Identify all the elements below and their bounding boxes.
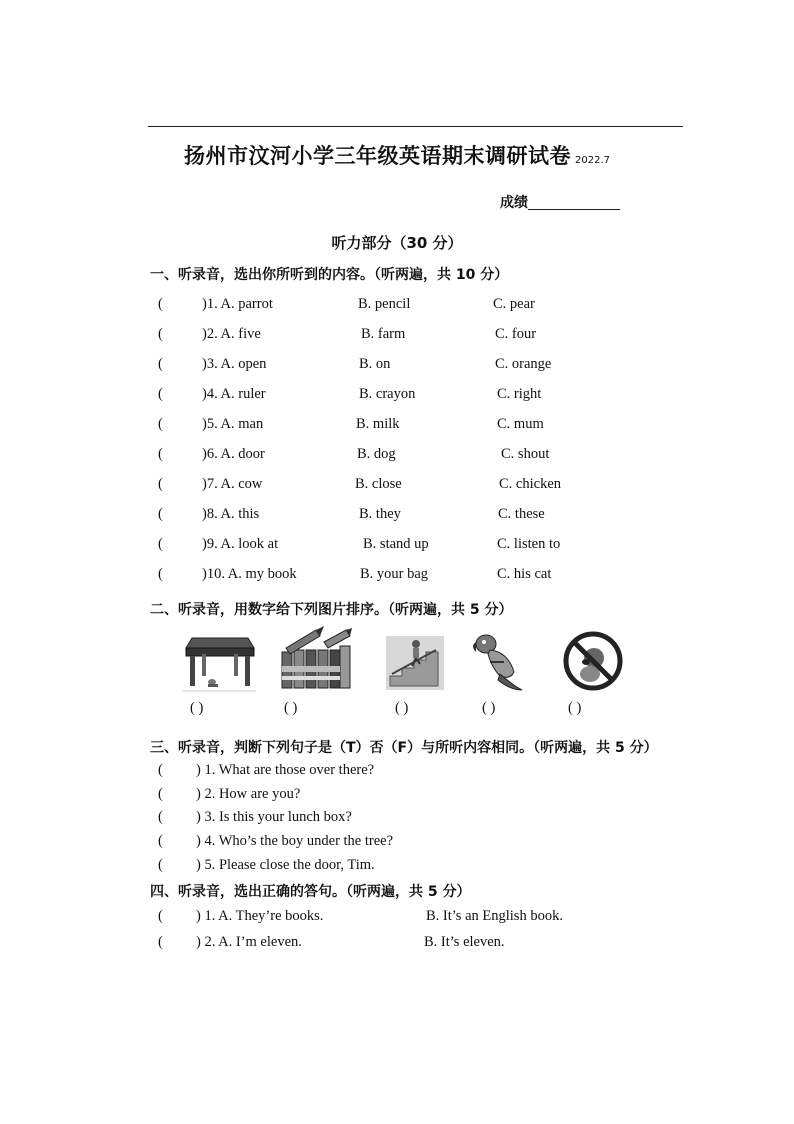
s1-item — [0, 416, 794, 436]
score-field — [500, 192, 620, 212]
answer-paren[interactable]: ( — [158, 809, 163, 825]
answer-paren[interactable]: ( — [158, 446, 163, 462]
parrot-icon — [470, 632, 526, 692]
answer-paren[interactable]: ( — [158, 506, 163, 522]
answer-paren[interactable]: ( — [158, 356, 163, 372]
section1-heading: 一、听录音，选出你所听到的内容。（听两遍，共 10 分） — [150, 267, 509, 283]
s1-item — [0, 476, 794, 496]
s1-item — [0, 536, 794, 556]
answer-paren[interactable]: ( — [158, 536, 163, 552]
option-b: B. crayon — [359, 386, 416, 402]
exam-title — [0, 140, 794, 170]
option-c: C. orange — [495, 356, 552, 372]
option-b: B. pencil — [358, 296, 411, 312]
sentence: ) 4. Who’s the boy under the tree? — [196, 833, 394, 849]
sentence: ) 5. Please close the door, Tim. — [196, 857, 375, 873]
s3-item — [0, 762, 794, 782]
option-b: B. farm — [361, 326, 406, 342]
score-blank[interactable] — [528, 195, 620, 210]
answer-paren[interactable]: ( — [158, 934, 163, 950]
picture-answer-blank[interactable]: ( ) — [190, 700, 204, 716]
option-a: )5. A. man — [202, 416, 264, 432]
option-a: ) 2. A. I’m eleven. — [196, 934, 302, 950]
s3-item — [0, 857, 794, 877]
sentence: ) 2. How are you? — [196, 786, 301, 802]
option-b: B. stand up — [363, 536, 429, 552]
s4-item — [0, 934, 794, 954]
s3-item — [0, 809, 794, 829]
option-a: )7. A. cow — [202, 476, 263, 492]
crayons-icon — [280, 626, 352, 692]
header-rule — [148, 126, 683, 127]
answer-paren[interactable]: ( — [158, 326, 163, 342]
option-a: )2. A. five — [202, 326, 261, 342]
option-b: B. on — [359, 356, 391, 372]
picture-answer-blank[interactable]: ( ) — [284, 700, 298, 716]
option-b: B. they — [359, 506, 401, 522]
answer-paren[interactable]: ( — [158, 566, 163, 582]
table-icon — [182, 630, 256, 692]
picture-answer-blank[interactable]: ( ) — [395, 700, 409, 716]
s3-item — [0, 833, 794, 853]
section4-heading: 四、听录音，选出正确的答句。（听两遍，共 5 分） — [150, 884, 471, 900]
title-text: 扬州市汶河小学三年级英语期末调研试卷 — [184, 144, 571, 168]
option-a: )9. A. look at — [202, 536, 279, 552]
option-c: C. pear — [493, 296, 535, 312]
sentence: ) 3. Is this your lunch box? — [196, 809, 352, 825]
title-date: 2022.7 — [575, 155, 610, 166]
option-c: C. shout — [501, 446, 550, 462]
s1-item — [0, 326, 794, 346]
s1-item — [0, 296, 794, 316]
score-label: 成绩 — [500, 195, 528, 211]
stairs-icon — [386, 636, 444, 690]
option-b: B. close — [355, 476, 402, 492]
option-a: )4. A. ruler — [202, 386, 266, 402]
option-c: C. mum — [497, 416, 544, 432]
answer-paren[interactable]: ( — [158, 762, 163, 778]
s1-item — [0, 446, 794, 466]
s1-item — [0, 506, 794, 526]
option-a: )1. A. parrot — [202, 296, 273, 312]
option-c: C. his cat — [497, 566, 552, 582]
answer-paren[interactable]: ( — [158, 908, 163, 924]
answer-paren[interactable]: ( — [158, 833, 163, 849]
s4-item — [0, 908, 794, 928]
sentence: ) 1. What are those over there? — [196, 762, 375, 778]
option-b: B. milk — [356, 416, 400, 432]
part-title: 听力部分（30 分） — [331, 234, 463, 252]
option-c: C. four — [495, 326, 537, 342]
option-a: )6. A. door — [202, 446, 265, 462]
picture-answer-blank[interactable]: ( ) — [482, 700, 496, 716]
picture-row — [0, 626, 794, 696]
option-a: )8. A. this — [202, 506, 260, 522]
answer-paren[interactable]: ( — [158, 416, 163, 432]
section2-heading: 二、听录音，用数字给下列图片排序。（听两遍，共 5 分） — [150, 602, 513, 618]
option-b: B. It’s eleven. — [424, 934, 505, 950]
option-c: C. these — [498, 506, 545, 522]
option-c: C. chicken — [499, 476, 562, 492]
no-shouting-icon — [560, 630, 626, 692]
answer-paren[interactable]: ( — [158, 857, 163, 873]
answer-paren[interactable]: ( — [158, 296, 163, 312]
option-b: B. It’s an English book. — [426, 908, 563, 924]
s1-item — [0, 386, 794, 406]
option-a: )10. A. my book — [202, 566, 297, 582]
answer-paren[interactable]: ( — [158, 476, 163, 492]
option-b: B. your bag — [360, 566, 429, 582]
s3-item — [0, 786, 794, 806]
option-c: C. listen to — [497, 536, 561, 552]
answer-paren[interactable]: ( — [158, 386, 163, 402]
s1-item — [0, 356, 794, 376]
section3-heading: 三、听录音，判断下列句子是（T）否（F）与所听内容相同。（听两遍，共 5 分） — [150, 740, 658, 756]
answer-paren[interactable]: ( — [158, 786, 163, 802]
option-a: )3. A. open — [202, 356, 267, 372]
option-a: ) 1. A. They’re books. — [196, 908, 324, 924]
s1-item — [0, 566, 794, 586]
picture-answer-blank[interactable]: ( ) — [568, 700, 582, 716]
option-c: C. right — [497, 386, 542, 402]
option-b: B. dog — [357, 446, 396, 462]
